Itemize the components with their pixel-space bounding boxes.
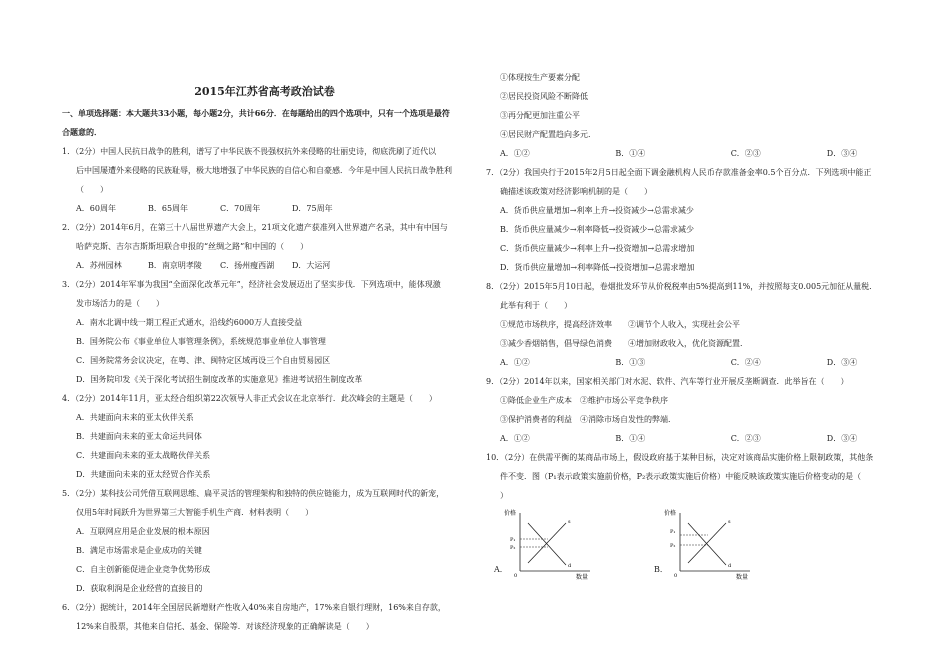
q6-item: ③再分配更加注重公平 bbox=[500, 111, 580, 120]
option-b[interactable]: B．国务院公布《事业单位人事管理条例》，系统规范事业单位人事管理 bbox=[76, 337, 326, 346]
p1-label: P₁ bbox=[510, 537, 516, 543]
question-1 bbox=[62, 142, 467, 218]
option-a[interactable]: A．①② bbox=[500, 434, 530, 443]
demand-label: d bbox=[728, 563, 732, 569]
option-a[interactable]: A．共建面向未来的亚太伙伴关系 bbox=[76, 413, 194, 422]
q3-line: 3．（2分）2014年军事为我国“全面深化改革元年”，经济社会发展迈出了坚实步伐．下列选项中，能体现激 bbox=[62, 280, 441, 289]
question-5 bbox=[62, 484, 467, 598]
p2-label: P₂ bbox=[510, 545, 516, 551]
q9-options bbox=[486, 429, 896, 448]
q9-item: ①降低企业生产成本 ②维护市场公平竞争秩序 bbox=[500, 396, 668, 405]
option-d[interactable]: D．③④ bbox=[826, 149, 858, 158]
option-a[interactable]: A．①② bbox=[500, 149, 530, 158]
graph-a-label: A． bbox=[494, 565, 508, 574]
q8-line: 8．（2分）2015年5月10日起，卷烟批发环节从价税税率由5%提高到11%，并按照每支0.005元加征从量税． bbox=[486, 282, 878, 291]
supply-label: s bbox=[728, 519, 731, 525]
q2-options bbox=[62, 256, 467, 275]
q10-line: ） bbox=[500, 491, 508, 500]
q3-line: 发市场活力的是（ ） bbox=[76, 299, 164, 308]
option-b[interactable]: B．货币供应量减少→利率降低→投资减少→总需求减少 bbox=[500, 225, 694, 234]
question-4 bbox=[62, 389, 467, 484]
q10-graphs bbox=[486, 505, 896, 581]
option-a[interactable]: A．互联网应用是企业发展的根本原因 bbox=[76, 527, 210, 536]
graph-b[interactable] bbox=[654, 505, 764, 581]
option-c[interactable]: C．扬州瘦西湖 bbox=[220, 261, 275, 270]
question-10 bbox=[486, 448, 896, 581]
q9-item: ③保护消费者的利益 ④消除市场自发性的弊端． bbox=[500, 415, 676, 424]
origin-label: 0 bbox=[674, 573, 678, 579]
option-c[interactable]: C．70周年 bbox=[220, 204, 261, 213]
option-d[interactable]: D．75周年 bbox=[292, 204, 333, 213]
q8-item: ①规范市场秩序，提高经济效率 ②调节个人收入，实现社会公平 bbox=[500, 320, 740, 329]
question-8 bbox=[486, 277, 896, 372]
q6-items bbox=[486, 68, 896, 163]
q6-options bbox=[486, 144, 896, 163]
q6-line: 6．（2分）据统计，2014年全国居民新增财产性收入40%来自房地产，17%来自银行理财，16%来自存款， bbox=[62, 603, 446, 612]
option-c[interactable]: C．②③ bbox=[730, 434, 761, 443]
question-6 bbox=[62, 598, 467, 636]
q6-item: ④居民财产配置趋向多元． bbox=[500, 130, 596, 139]
option-d[interactable]: D．共建面向未来的亚太经贸合作关系 bbox=[76, 470, 211, 479]
option-d[interactable]: D．获取利润是企业经营的直接目的 bbox=[76, 584, 203, 593]
section-heading-cont: 合题意的． bbox=[62, 127, 102, 137]
q8-item: ③减少香烟销售，倡导绿色消费 ④增加财政收入，优化资源配置． bbox=[500, 339, 748, 348]
section-heading: 一、单项选择题：本大题共33小题，每小题2分，共计66分．在每题给出的四个选项中，只有一个选项是最符 bbox=[62, 108, 450, 118]
supply-label: s bbox=[568, 519, 571, 525]
origin-label: 0 bbox=[514, 573, 518, 579]
q10-line: 件不变．图（P₁表示政策实施前价格，P₂表示政策实施后价格）中能反映该政策实施后价格变动的是（ bbox=[500, 472, 862, 481]
option-d[interactable]: D．③④ bbox=[826, 434, 858, 443]
supply-demand-graph-a bbox=[494, 505, 604, 581]
option-d[interactable]: D．大运河 bbox=[292, 261, 331, 270]
question-7 bbox=[486, 163, 896, 277]
axis-price-label: 价格 bbox=[664, 510, 677, 517]
q7-line: 7．（2分）我国央行于2015年2月5日起全面下调金融机构人民币存款准备金率0.5个百分点．下列选项中能正 bbox=[486, 168, 872, 177]
option-a[interactable]: A．①② bbox=[500, 358, 530, 367]
q6-item: ②居民投资风险不断降低 bbox=[500, 92, 588, 101]
q8-options bbox=[486, 353, 896, 372]
option-d[interactable]: D．国务院印发《关于深化考试招生制度改革的实施意见》推进考试招生制度改革 bbox=[76, 375, 363, 384]
q1-line: （ ） bbox=[76, 185, 108, 194]
option-a[interactable]: A．货币供应量增加→利率上升→投资减少→总需求减少 bbox=[500, 206, 694, 215]
q9-line: 9．（2分）2014年以来，国家相关部门对水泥、软件、汽车等行业开展反垄断调查．此举旨在（ ） bbox=[486, 377, 849, 386]
q5-line: 仅用5年时间跃升为世界第三大智能手机生产商．材料表明（ ） bbox=[76, 508, 314, 517]
right-column bbox=[486, 0, 896, 581]
question-2 bbox=[62, 218, 467, 275]
option-b[interactable]: B．共建面向未来的亚太命运共同体 bbox=[76, 432, 202, 441]
option-b[interactable]: B．①③ bbox=[615, 358, 646, 367]
option-b[interactable]: B．①④ bbox=[615, 434, 646, 443]
page-title: 2015年江苏省高考政治试卷 bbox=[194, 85, 335, 98]
option-c[interactable]: C．货币供应量减少→利率上升→投资增加→总需求增加 bbox=[500, 244, 695, 253]
left-column bbox=[62, 0, 467, 636]
graph-a[interactable] bbox=[494, 505, 604, 581]
option-b[interactable]: B．南京明孝陵 bbox=[148, 261, 202, 270]
q4-line: 4．（2分）2014年11月，亚太经合组织第22次领导人非正式会议在北京举行．此次峰会的主题是（ ） bbox=[62, 394, 437, 403]
option-a[interactable]: A．苏州园林 bbox=[76, 261, 122, 270]
option-b[interactable]: B．65周年 bbox=[148, 204, 189, 213]
supply-demand-graph-b bbox=[654, 505, 764, 581]
q7-line: 确描述该政策对经济影响机制的是（ ） bbox=[500, 187, 652, 196]
q6-item: ①体现按生产要素分配 bbox=[500, 73, 580, 82]
p1-label: P₁ bbox=[670, 529, 676, 535]
q1-options bbox=[62, 199, 467, 218]
q2-line: 2．（2分）2014年6月，在第三十八届世界遗产大会上，21项文化遗产获准列入世界遗产名录，其中有中国与 bbox=[62, 223, 448, 232]
question-9 bbox=[486, 372, 896, 448]
question-3 bbox=[62, 275, 467, 389]
option-a[interactable]: A．60周年 bbox=[76, 204, 116, 213]
option-b[interactable]: B．①④ bbox=[615, 149, 646, 158]
q5-line: 5．（2分）某科技公司凭借互联网思维、扁平灵活的管理架构和独特的供应链能力，成为互联网时代的新宠， bbox=[62, 489, 445, 498]
q6-line: 12%来自股票，其他来自信托、基金、保险等．对该经济现象的正确解读是（ ） bbox=[76, 622, 374, 631]
axis-qty-label: 数量 bbox=[736, 574, 749, 581]
option-c[interactable]: C．②③ bbox=[730, 149, 761, 158]
option-d[interactable]: D．③④ bbox=[826, 358, 858, 367]
option-b[interactable]: B．满足市场需求是企业成功的关键 bbox=[76, 546, 202, 555]
q8-line: 此举有利于（ ） bbox=[500, 301, 572, 310]
q2-line: 哈萨克斯、吉尔吉斯斯坦联合申报的“丝绸之路”和中国的（ ） bbox=[76, 242, 309, 251]
p2-label: P₂ bbox=[670, 543, 676, 549]
q1-line: 后中国屡遭外来侵略的民族耻辱，极大地增强了中华民族的自信心和自豪感．今年是中国人民抗日战争胜利 bbox=[76, 166, 452, 175]
option-d[interactable]: D．货币供应量增加→利率降低→投资增加→总需求增加 bbox=[500, 263, 695, 272]
option-c[interactable]: C．②④ bbox=[730, 358, 761, 367]
q1-line: 1．（2分）中国人民抗日战争的胜利，谱写了中华民族不畏强权抗外来侵略的壮丽史诗，彻底洗刷了近代以 bbox=[62, 147, 437, 156]
option-c[interactable]: C．国务院常务会议决定，在粤、津、闽特定区域再设三个自由贸易园区 bbox=[76, 356, 331, 365]
option-c[interactable]: C．共建面向未来的亚太战略伙伴关系 bbox=[76, 451, 211, 460]
option-a[interactable]: A．南水北调中线一期工程正式通水，沿线约6000万人直接受益 bbox=[76, 318, 303, 327]
demand-label: d bbox=[568, 563, 572, 569]
graph-b-label: B． bbox=[654, 565, 668, 574]
axis-price-label: 价格 bbox=[504, 510, 517, 517]
axis-qty-label: 数量 bbox=[576, 574, 589, 581]
q10-line: 10．（2分）在供需平衡的某商品市场上，假设政府基于某种目标，决定对该商品实施价格上限制政策，其他条 bbox=[486, 453, 874, 462]
option-c[interactable]: C．自主创新能促进企业竞争优势形成 bbox=[76, 565, 211, 574]
